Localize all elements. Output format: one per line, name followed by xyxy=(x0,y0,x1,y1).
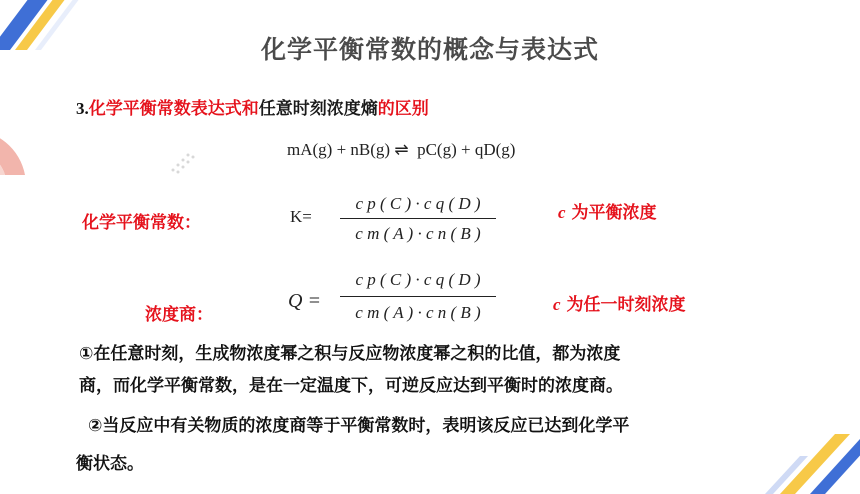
q-denominator: c m ( A ) · c n ( B ) xyxy=(355,303,481,322)
k-denominator: c m ( A ) · c n ( B ) xyxy=(355,224,481,243)
decorative-arc-left xyxy=(0,120,40,230)
decorative-stripes-bottom-right xyxy=(750,414,860,494)
k-note-text: 为平衡浓度 xyxy=(565,203,657,223)
subtitle-part3: 的区别 xyxy=(377,99,429,119)
section-subtitle xyxy=(76,94,429,119)
k-note-var: c xyxy=(558,203,566,222)
k-fraction-bar xyxy=(340,218,496,219)
subtitle-part2: 任意时刻浓度熵 xyxy=(258,99,378,119)
subtitle-part1: 化学平衡常数表达式和 xyxy=(88,99,259,119)
q-symbol: Q = xyxy=(288,290,321,312)
section-number: 3. xyxy=(76,99,89,118)
k-symbol: K= xyxy=(290,207,312,226)
point1-line2: 商，而化学平衡常数，是在一定温度下，可逆反应达到平衡时的浓度商。 xyxy=(79,376,623,396)
q-fraction-bar xyxy=(340,296,496,297)
page-title: 化学平衡常数的概念与表达式 xyxy=(260,35,599,64)
q-note xyxy=(553,290,685,315)
point1-line1: ①在任意时刻，生成物浓度幂之积与反应物浓度幂之积的比值，都为浓度 xyxy=(79,344,621,364)
point2-line1: ②当反应中有关物质的浓度商等于平衡常数时，表明该反应已达到化学平 xyxy=(88,416,630,436)
q-note-var: c xyxy=(553,295,561,314)
point2-line2: 衡状态。 xyxy=(76,454,144,474)
k-note xyxy=(558,198,656,223)
reaction-equation: mA(g) + nB(g) ⇌ pC(g) + qD(g) xyxy=(287,140,516,159)
decorative-dots xyxy=(168,150,198,180)
q-label: 浓度商： xyxy=(145,305,213,325)
k-numerator: c p ( C ) · c q ( D ) xyxy=(355,194,481,213)
q-numerator: c p ( C ) · c q ( D ) xyxy=(355,270,481,289)
k-label: 化学平衡常数： xyxy=(82,213,201,233)
q-note-text: 为任一时刻浓度 xyxy=(560,295,686,315)
